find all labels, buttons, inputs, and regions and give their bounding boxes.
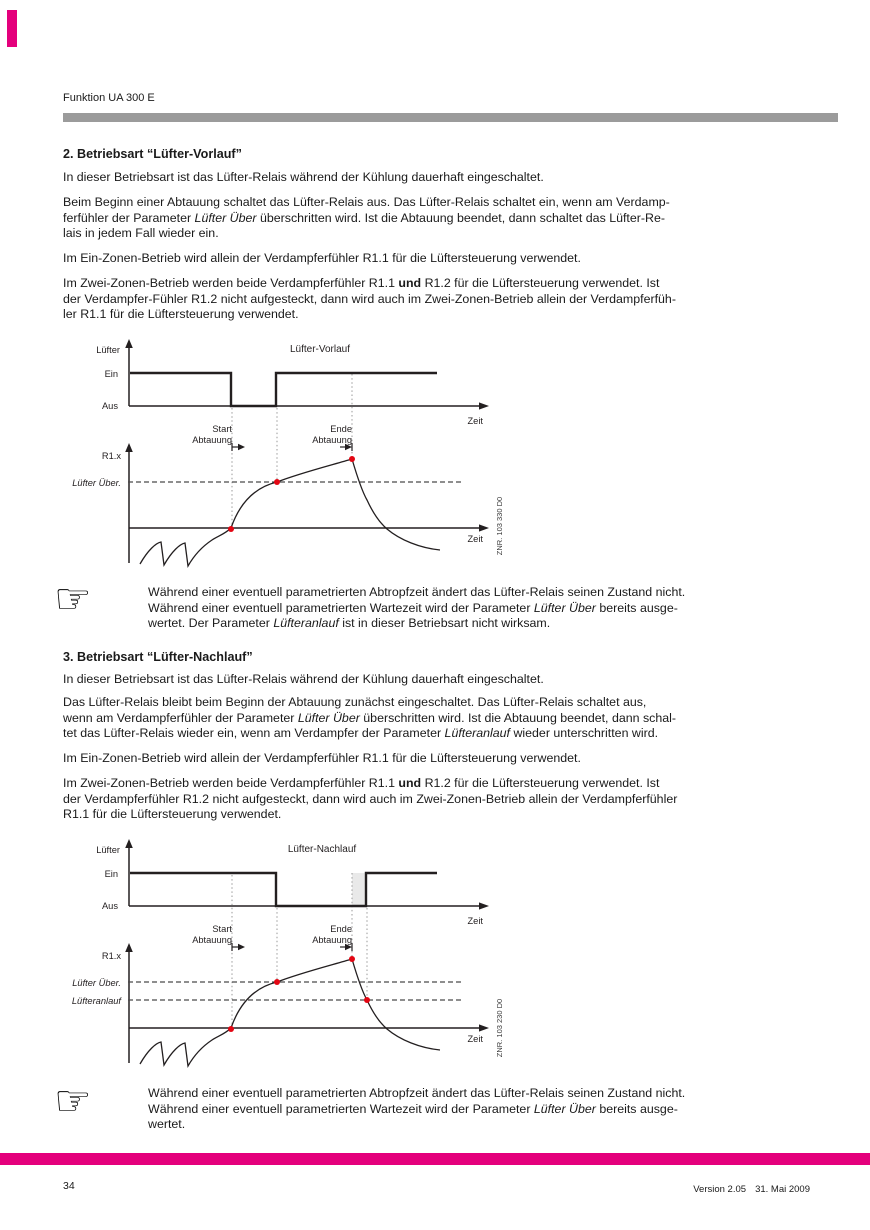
text-line <box>63 211 670 227</box>
page-number: 34 <box>63 1180 75 1192</box>
version-label: Version 2.05 <box>693 1184 747 1195</box>
relay-axis-label: Lüfter <box>96 345 120 355</box>
text-run: tet das Lüfter-Relais wieder ein, wenn am Verdampfer der Parameter <box>63 726 445 740</box>
parameter-name: Lüfter Über <box>297 710 360 725</box>
end-label: Ende <box>330 924 352 934</box>
text-line: Im Ein-Zonen-Betrieb wird allein der Verdampferfühler R1.1 für die Lüftersteuerung verwendet. <box>63 251 581 265</box>
text-line: der Verdampfer-Fühler R1.2 nicht aufgesteckt, dann wird auch im Zwei-Zonen-Betrieb allein der Verdampferfüh- <box>63 291 676 306</box>
text-line: Das Lüfter-Relais bleibt beim Beginn der Abtauung zunächst eingeschaltet. Das Lüfter-Relais schaltet aus, <box>63 695 647 709</box>
section-3-paragraph-1 <box>63 672 544 688</box>
sensor-temperature-curve <box>140 959 440 1066</box>
text-line: ler R1.1 für die Lüftersteuerung verwendet. <box>63 307 299 321</box>
start-label-2: Abtauung <box>192 435 232 445</box>
version-info <box>684 1184 810 1195</box>
level-off-label: Aus <box>101 401 118 411</box>
text-run: ferfühler der Parameter <box>63 210 195 225</box>
text-line: Während einer eventuell parametrierten Abtropfzeit ändert das Lüfter-Relais seinen Zustand nicht. <box>148 1086 686 1100</box>
threshold-anlauf-label: Lüfteranlauf <box>71 996 121 1006</box>
text-run: wieder unterschritten wird. <box>510 726 659 740</box>
text-run: Im Zwei-Zonen-Betrieb werden beide Verdampferfühler R1.1 <box>63 276 399 290</box>
text-line: Beim Beginn einer Abtauung schaltet das Lüfter-Relais aus. Das Lüfter-Relais schaltet ein, wenn am Verdamp- <box>63 195 670 209</box>
axis-arrowhead <box>125 839 133 848</box>
diagram-title: Lüfter-Vorlauf <box>289 344 351 355</box>
section-2-paragraph-4 <box>63 276 676 323</box>
diagram-luefter-vorlauf <box>60 338 520 570</box>
section-3-paragraph-4 <box>63 776 677 823</box>
curve-marker-dot <box>274 479 280 485</box>
footer-accent-bar <box>0 1153 870 1165</box>
text-line <box>63 776 677 792</box>
diagram-title: Lüfter-Nachlauf <box>287 844 357 855</box>
page-edge-tab <box>7 10 17 47</box>
curve-marker-dot <box>364 997 370 1003</box>
parameter-name: Lüfter Über <box>194 210 257 225</box>
end-label-2: Abtauung <box>312 435 352 445</box>
level-off-label: Aus <box>101 901 118 911</box>
start-label: Start <box>212 424 232 434</box>
section-2-paragraph-2 <box>63 195 670 242</box>
text-line <box>63 726 676 742</box>
start-label: Start <box>212 924 232 934</box>
threshold-over-label: Lüfter Über. <box>72 978 121 988</box>
text-run: bereits ausge- <box>595 1101 678 1116</box>
curve-marker-dot <box>349 956 355 962</box>
axis-arrowhead <box>125 943 133 952</box>
relay-signal-trace <box>130 873 437 906</box>
note-1 <box>148 585 685 632</box>
parameter-name: Lüfter Über <box>533 1101 596 1116</box>
header-rule <box>63 113 838 122</box>
time-label: Zeit <box>467 534 483 544</box>
curve-marker-dot <box>349 456 355 462</box>
start-marker-arrowhead <box>238 944 245 950</box>
level-on-label: Ein <box>104 869 118 879</box>
parameter-name: Lüfter Über <box>533 600 596 615</box>
text-line: In dieser Betriebsart ist das Lüfter-Relais während der Kühlung dauerhaft eingeschaltet. <box>63 170 544 184</box>
axis-arrowhead <box>479 902 489 909</box>
text-run: überschritten wird. Ist die Abtauung beendet, dann schaltet das Lüfter-Re- <box>256 210 665 225</box>
version-date: 31. Mai 2009 <box>755 1184 810 1195</box>
text-line <box>63 276 676 292</box>
sensor-axis-label: R1.x <box>101 951 121 961</box>
text-line <box>148 1102 685 1118</box>
section-3-paragraph-3 <box>63 751 581 767</box>
text-run: Während einer eventuell parametrierten Wartezeit wird der Parameter <box>148 1101 534 1116</box>
drawing-number: ZNR. 103 230 D0 <box>495 998 504 1058</box>
sensor-temperature-curve <box>140 459 440 566</box>
relay-signal-trace <box>130 373 437 406</box>
fan-restart-delay-zone <box>352 873 366 906</box>
drawing-number: ZNR. 103 330 D0 <box>495 496 504 556</box>
page-header: Funktion UA 300 E <box>63 92 155 104</box>
axis-arrowhead <box>479 1024 489 1031</box>
section-3-paragraph-2 <box>63 695 676 742</box>
text-line: Während einer eventuell parametrierten Abtropfzeit ändert das Lüfter-Relais seinen Zustand nicht. <box>148 585 686 599</box>
text-line <box>148 601 685 617</box>
text-line <box>63 711 676 727</box>
start-label-2: Abtauung <box>192 935 232 945</box>
text-line <box>148 616 685 632</box>
parameter-name: Lüfteranlauf <box>273 616 339 630</box>
sensor-axis-label: R1.x <box>101 451 121 461</box>
section-2-paragraph-3 <box>63 251 581 267</box>
section-3-heading: 3. Betriebsart “Lüfter-Nachlauf” <box>63 650 253 664</box>
text-run: wertet. Der Parameter <box>148 616 274 630</box>
text-run: überschritten wird. Ist die Abtauung beendet, dann schal- <box>359 710 677 725</box>
start-marker-arrowhead <box>238 444 245 450</box>
section-2-paragraph-1 <box>63 170 544 186</box>
axis-arrowhead <box>125 443 133 452</box>
axis-arrowhead <box>479 402 489 409</box>
axis-arrowhead <box>125 339 133 348</box>
text-line: der Verdampferfühler R1.2 nicht aufgesteckt, dann wird auch im Zwei-Zonen-Betrieb allein der Verdampferfühler <box>63 791 678 806</box>
relay-axis-label: Lüfter <box>96 845 120 855</box>
text-run: R1.2 für die Lüftersteuerung verwendet. Ist <box>421 276 660 290</box>
text-run: bereits ausge- <box>595 600 678 615</box>
time-label: Zeit <box>467 1034 483 1044</box>
text-line: R1.1 für die Lüftersteuerung verwendet. <box>63 807 282 821</box>
text-run: ist in dieser Betriebsart nicht wirksam. <box>338 616 551 630</box>
text-run: wenn am Verdampferfühler der Parameter <box>63 710 298 725</box>
text-line: Im Ein-Zonen-Betrieb wird allein der Verdampferfühler R1.1 für die Lüftersteuerung verwendet. <box>63 751 581 765</box>
threshold-over-label: Lüfter Über. <box>72 478 121 488</box>
diagram-luefter-nachlauf <box>60 838 520 1073</box>
emphasis-run: und <box>398 276 422 290</box>
text-line: wertet. <box>148 1117 186 1131</box>
emphasis-run: und <box>398 776 422 790</box>
pointing-hand-icon: ☞ <box>54 575 92 622</box>
text-line: lais in jedem Fall wieder ein. <box>63 226 219 240</box>
section-2-heading: 2. Betriebsart “Lüfter-Vorlauf” <box>63 147 242 161</box>
text-line: In dieser Betriebsart ist das Lüfter-Relais während der Kühlung dauerhaft eingeschaltet. <box>63 672 544 686</box>
parameter-name: Lüfteranlauf <box>444 726 510 740</box>
time-label: Zeit <box>467 916 483 926</box>
end-label-2: Abtauung <box>312 935 352 945</box>
text-run: R1.2 für die Lüftersteuerung verwendet. Ist <box>421 776 660 790</box>
text-run: Im Zwei-Zonen-Betrieb werden beide Verdampferfühler R1.1 <box>63 776 399 790</box>
level-on-label: Ein <box>104 369 118 379</box>
text-run: Während einer eventuell parametrierten Wartezeit wird der Parameter <box>148 600 534 615</box>
axis-arrowhead <box>479 524 489 531</box>
curve-marker-dot <box>274 979 280 985</box>
curve-marker-dot <box>228 526 234 532</box>
time-label: Zeit <box>467 416 483 426</box>
note-2 <box>148 1086 685 1133</box>
curve-marker-dot <box>228 1026 234 1032</box>
end-label: Ende <box>330 424 352 434</box>
pointing-hand-icon: ☞ <box>54 1077 92 1124</box>
